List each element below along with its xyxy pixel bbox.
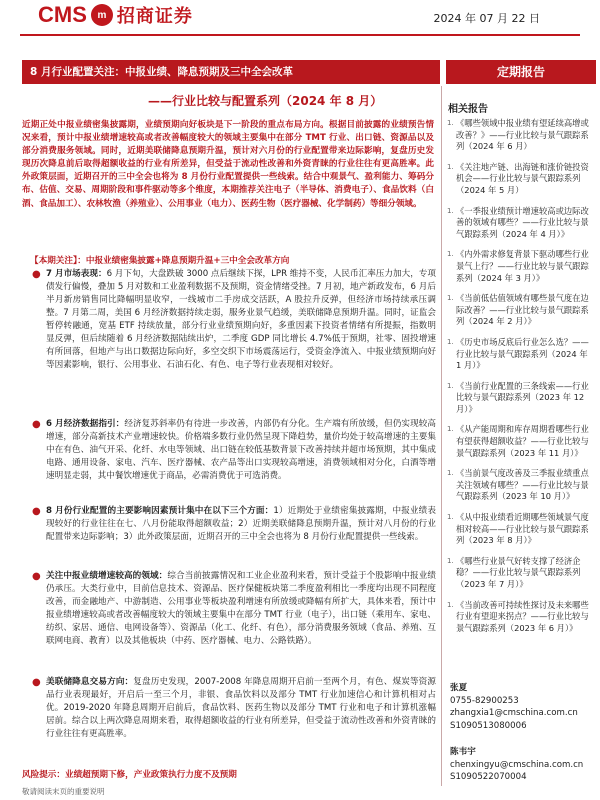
related-report-item[interactable]: 1. 《历史市场反底后行业怎么选？——行业比较与景气跟踪系列（2024 年 1 月）》 [448,337,594,372]
related-report-item[interactable]: 1. 《当前改善可持续性探讨及未来哪些行业有望迎来拐点？——行业比较与景气跟踪系列（2023 年 6 月）》 [448,600,594,635]
bullet-dot-icon: ● [32,571,41,582]
column-divider [441,86,442,786]
bullet-dot-icon: ● [32,269,41,280]
related-report-item[interactable]: 1. 《从中报业绩看近期哪些领域景气度相对较高——行业比较与景气跟踪系列（2023 年 8 月）》 [448,512,594,547]
bullet-dot-icon: ● [32,506,41,517]
bullet-body: 复盘历史发现，2007-2008 年降息周期开启前一至两个月，有色、煤炭等资源品行业表现最好，开启后一至三个月，非银、食品饮料以及部分 TMT 行业加速信心和计算机相对占优。2019-2020 年降息周期开启前后，食品饮料、医药生物以及部分 TMT 行业和电子和计算机涨幅居前。综合以上两次降息周期来看，取得超额收益的行业有所差异，但受益于流动性改善和外资青睐的行业往往有更高胜率。 [46,677,436,739]
report-series-subtitle: ——行业比较与配置系列（2024 年 8 月） [148,94,383,108]
bullet-lead: 6 月经济数据指引： [46,419,125,429]
bullet-market-performance [32,268,436,372]
related-report-item[interactable]: 1. 《关注地产链、出海链和涨价链投资机会——行业比较与景气跟踪系列（2024 年 5 月） [448,162,594,197]
related-report-item[interactable]: 1. 《当前行业配置的三条线索——行业比较与景气跟踪系列（2023 年 12 月）》 [448,381,594,416]
analyst-card [450,682,578,732]
report-type-badge: 定期报告 [446,60,596,84]
bullet-dot-icon: ● [32,677,41,688]
related-report-item[interactable]: 1. 《哪些行业景气好转支撑了经济企稳？——行业比较与景气跟踪系列（2023 年 7 月）》 [448,556,594,591]
bullet-interim-earnings [32,570,436,648]
bullet-body: 1）近期处于业绩密集披露期，中报业绩表现较好的行业往往在七、八月份能取得超额收益；2）近期美联储降息预期升温，预计对八月份的行业配置带来边际影响；3）此外政策层面，近期召开的三中全会也将为 8 月份行业配置提供一些线索。 [46,506,436,542]
header-divider [20,34,580,36]
report-date: 2024 年 07 月 22 日 [433,12,540,25]
logo-emblem-icon: m [91,4,113,26]
bullet-lead: 美联储降息交易方向： [46,677,134,687]
bullet-body: 经济复苏斜率仍有待进一步改善，内部仍有分化。生产端有所放缓，但仍实现较高增速，部分高新技术产业增速较快。价格端多数行业仍然呈现下降趋势，量价均处于较高增速的主要集中在有色、油气开采、化纤、水电等领域、出口链在较低基数背景下改善持续并超市场预期，其中集成电路、通用设备、家电、汽车、医疗器械、农产品等出口实现较高增速，消费领域相对分化，白酒等增速明显走弱，其中餐饮增速优于商品，必需消费优于可选消费。 [46,419,436,481]
analyst-email[interactable]: zhangxia1@cmschina.com.cn [450,708,578,718]
related-report-item[interactable]: 1. 《一季报业绩预计增速较高或边际改善的领域有哪些？——行业比较与景气跟踪系列（2024 年 4 月）》 [448,206,594,241]
analyst-name: 张夏 [450,683,468,693]
analyst-card [450,746,583,784]
bullet-lead: 关注中报业绩增速较高的领域： [46,571,168,581]
report-title: 8 月行业配置关注：中报业绩、降息预期及三中全会改革 [22,60,440,84]
analyst-email[interactable]: chenxingyu@cmschina.com.cn [450,759,584,770]
related-reports-list [448,118,594,643]
bullet-lead: 7 月市场表现： [46,269,107,279]
related-report-item[interactable]: 1. 《内外需求修复背景下驱动哪些行业景气上行？——行业比较与景气跟踪系列（2024 年 3 月）》 [448,249,594,284]
logo-chinese: 招商证券 [116,6,193,27]
related-report-item[interactable]: 1. 《哪些领域中报业绩有望延续高增或改善？》——行业比较与景气跟踪系列（2024 年 6 月） [448,118,594,153]
bullet-august-factors [32,505,436,544]
related-report-item[interactable]: 1. 《当前景气度改善及三季报业绩重点关注领域有哪些？——行业比较与景气跟踪系列（2023 年 10 月）》 [448,468,594,503]
bullet-lead: 8 月份行业配置的主要影响因素预计集中在以下三个方面： [46,506,274,516]
risk-warning: 风险提示：业绩超预期下修，产业政策执行力度不及预期 [22,770,237,780]
analyst-phone: 0755-82900253 [450,695,519,706]
abstract-paragraph: 近期正处中报业绩密集披露期，业绩预期向好板块是下一阶段的重点布局方向。根据目前披露的业绩预告情况来看，预计中报业绩增速较高或者改善幅度较大的领域主要集中在部分 TMT 行业、出口链、资源品以及部分消费服务领域。同时，近期美联储降息预期升温，预计对六月份的行业配置带来边际影响，复盘历史发现历次降息前后取得超额收益的行业有所差异，但受益于流动性改善和外资青睐的行业往往有更高胜率。此外政策层面，近期召开的三中全会也将为 8 月份行业配置提供一些线索。结合中观景气、盈利能力、筹码分布、估值、交易、周期阶段和事件驱动等多个维度，本期推荐关注电子（半导体、消费电子）、食品饮料（白酒、食品加工）、农林牧渔（养殖业）、公用事业（电力）、医药生物（医疗器械、化学制药）等细分领域。 [22,120,434,209]
related-report-item[interactable]: 1. 《当前低估值领域有哪些景气度在边际改善？——行业比较与景气跟踪系列（2024 年 2 月）》 [448,293,594,328]
analyst-name: 陈韦宇 [450,747,476,757]
bullet-body: 6 月下旬，大盘跌破 3000 点后继续下探，LPR 维持不变，人民币汇率压力加大，专项债发行偏慢，叠加 5 月对数和工业盈利数据不及预期，资金情绪受挫。7 月初，地产新政发布，6 月后半月新房销售同比降幅明显收窄，一线城市二手房成交活跃，A 股拉升反弹，但经济市场持续承压调整。7 月第二周，美国 6 月经济数据持续走弱，服务业景气趋缓，美联储降息预期升温。同时，证监会暂停转融通，宽基 ETF 持续放量，部分行业业绩预期向好，多重因素下投资者情绪有所提振，指数明显反弹，但后续随着 6 月经济数据陆续出炉，二季度 GDP 同比增长 4.7%低于预期，社零、固投增速有所回落，但地产与出口数据边际向好，多空交织下市场震荡运行，受资金净流入、中报业绩预期向好等因素影响，银行、公用事业、石油石化、有色、电子等行业表现相对较好。 [46,269,436,370]
analyst-cert: S1090513080006 [450,720,527,731]
bullet-economic-data [32,418,436,483]
logo-latin: CMS [38,2,87,27]
brand-logo [38,2,193,28]
bullet-dot-icon: ● [32,419,41,430]
page-footer: 敬请阅读末页的重要说明 [22,787,105,796]
related-reports-heading: 相关报告 [448,104,488,115]
bullet-fed-rate-cut [32,676,436,741]
analyst-cert: S1090522070004 [450,772,527,782]
bullet-body: 综合当前披露情况和工业企业盈利来看，预计受益于个股影响中报业绩仍承压。大类行业中，目前信息技术、资源品、医疗保健板块第二季度盈利相比一季度均出现不同程度改善，而金融地产、中游制造、公用事业等板块盈利增速有所放缓或降幅有所扩大，具体来看，预计中报业绩增速较高或者改善幅度较大的领域主要集中在部分 TMT 行业（电子），出口链（乘用车、家电、纺织、家居、通信、电网设备等）、资源品（化工、化纤、有色），部分消费服务领域（食品、养殖、互联网电商、教育）以及其他板块（中药、医疗器械、电力、公路铁路）。 [46,571,436,646]
related-report-item[interactable]: 1. 《从产能周期和库存周期看哪些行业有望获得超额收益？——行业比较与景气跟踪系列（2023 年 11 月）》 [448,424,594,459]
core-focus-line: 【本期关注】：中报业绩密集披露+降息预期升温+三中全会改革方向 [30,256,290,266]
